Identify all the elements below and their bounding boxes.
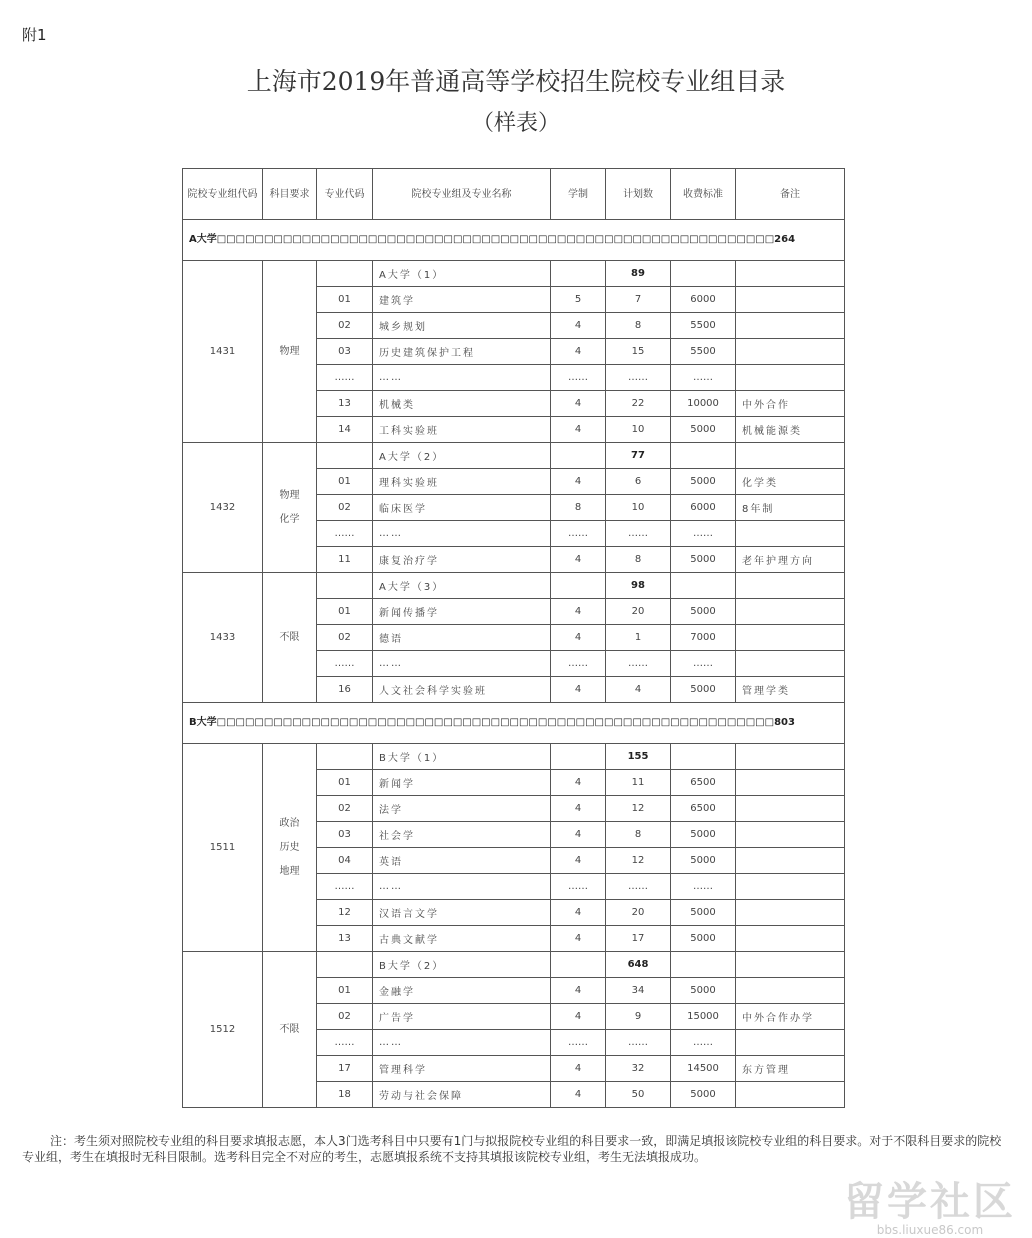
fee: 5500: [671, 339, 736, 365]
subject-item: 不限: [279, 1023, 300, 1035]
plan-count: 8: [606, 547, 671, 573]
years: 4: [551, 796, 606, 822]
group-plan-count: 89: [606, 261, 671, 287]
years: 4: [551, 469, 606, 495]
group-head-row: [183, 443, 845, 469]
catalog-table: [182, 168, 845, 1108]
years: 4: [551, 313, 606, 339]
major-name: 理科实验班: [373, 469, 551, 495]
major-code: 12: [317, 900, 373, 926]
major-code: ……: [317, 874, 373, 900]
note: [736, 573, 845, 599]
years: 8: [551, 495, 606, 521]
header-major-code: 专业代码: [317, 169, 373, 220]
years: ……: [551, 651, 606, 677]
group-code: 1512: [183, 952, 263, 1108]
fee: 5000: [671, 978, 736, 1004]
plan-count: 50: [606, 1082, 671, 1108]
note: [736, 952, 845, 978]
major-name: 历史建筑保护工程: [373, 339, 551, 365]
plan-count: 8: [606, 822, 671, 848]
watermark-brand: 留学社区: [844, 1179, 1016, 1225]
major-code: 02: [317, 796, 373, 822]
subject-requirement: [263, 443, 317, 573]
group-head-row: [183, 744, 845, 770]
years: 4: [551, 926, 606, 952]
note: [736, 365, 845, 391]
major-name: 法学: [373, 796, 551, 822]
note: 8年制: [736, 495, 845, 521]
major-name: 管理科学: [373, 1056, 551, 1082]
plan-count: 20: [606, 599, 671, 625]
major-name: 新闻传播学: [373, 599, 551, 625]
years: 4: [551, 547, 606, 573]
note: [736, 744, 845, 770]
note: [736, 900, 845, 926]
major-name: 德语: [373, 625, 551, 651]
note: 东方管理: [736, 1056, 845, 1082]
plan-count: 20: [606, 900, 671, 926]
group-code: 1433: [183, 573, 263, 703]
fee: ……: [671, 651, 736, 677]
fee: 7000: [671, 625, 736, 651]
university-header: B大学□□□□□□□□□□□□□□□□□□□□□□□□□□□□□□□□□□□□□□□□□□□□□□□□□□□□□□□□□□□803: [183, 703, 845, 744]
major-name: ……: [373, 1030, 551, 1056]
major-code: 01: [317, 469, 373, 495]
major-name: 金融学: [373, 978, 551, 1004]
header-group-code: 院校专业组代码: [183, 169, 263, 220]
major-code: ……: [317, 365, 373, 391]
fee: [671, 443, 736, 469]
note: [736, 978, 845, 1004]
group-code: 1511: [183, 744, 263, 952]
group-plan-count: 155: [606, 744, 671, 770]
major-name: 临床医学: [373, 495, 551, 521]
attachment-label: 附1: [22, 26, 47, 44]
fee: 6500: [671, 770, 736, 796]
note: [736, 521, 845, 547]
plan-count: ……: [606, 521, 671, 547]
major-name: ……: [373, 651, 551, 677]
note: [736, 1082, 845, 1108]
subject-item: 物理: [279, 345, 300, 357]
note: [736, 848, 845, 874]
fee: 5000: [671, 900, 736, 926]
plan-count: 12: [606, 848, 671, 874]
group-name: B大学（1）: [373, 744, 551, 770]
fee: 5500: [671, 313, 736, 339]
years: 4: [551, 339, 606, 365]
subject-item: 历史: [279, 841, 300, 853]
fee: 5000: [671, 599, 736, 625]
fee: ……: [671, 1030, 736, 1056]
subject-item: 化学: [279, 513, 300, 525]
group-head-row: [183, 261, 845, 287]
page-subtitle: （样表）: [471, 111, 560, 136]
fee: 5000: [671, 547, 736, 573]
years: 5: [551, 287, 606, 313]
major-name: 新闻学: [373, 770, 551, 796]
major-name: 工科实验班: [373, 417, 551, 443]
years: ……: [551, 521, 606, 547]
watermark: [844, 1170, 1016, 1237]
major-name: 康复治疗学: [373, 547, 551, 573]
major-code: 01: [317, 770, 373, 796]
plan-count: 15: [606, 339, 671, 365]
note: [736, 874, 845, 900]
plan-count: 7: [606, 287, 671, 313]
major-code: 04: [317, 848, 373, 874]
years: 4: [551, 417, 606, 443]
group-head-row: [183, 573, 845, 599]
plan-count: 34: [606, 978, 671, 1004]
plan-count: 22: [606, 391, 671, 417]
note: [736, 651, 845, 677]
fee: ……: [671, 874, 736, 900]
years: 4: [551, 625, 606, 651]
fee: ……: [671, 521, 736, 547]
years: ……: [551, 1030, 606, 1056]
plan-count: ……: [606, 874, 671, 900]
subject-item: 物理: [279, 489, 300, 501]
fee: 6000: [671, 287, 736, 313]
years: 4: [551, 900, 606, 926]
major-code: 02: [317, 313, 373, 339]
note: [736, 287, 845, 313]
plan-count: 32: [606, 1056, 671, 1082]
major-code: 02: [317, 625, 373, 651]
fee: 5000: [671, 469, 736, 495]
major-code: 03: [317, 822, 373, 848]
major-name: ……: [373, 874, 551, 900]
years: 4: [551, 848, 606, 874]
subject-item: 不限: [279, 631, 300, 643]
group-plan-count: 77: [606, 443, 671, 469]
years: 4: [551, 391, 606, 417]
university-row: [183, 220, 845, 261]
years: [551, 573, 606, 599]
major-code: [317, 573, 373, 599]
major-code: 16: [317, 677, 373, 703]
fee: [671, 261, 736, 287]
major-code: 01: [317, 287, 373, 313]
note: [736, 822, 845, 848]
group-name: B大学（2）: [373, 952, 551, 978]
years: 4: [551, 677, 606, 703]
plan-count: 4: [606, 677, 671, 703]
note: [736, 1030, 845, 1056]
major-code: 03: [317, 339, 373, 365]
university-header: A大学□□□□□□□□□□□□□□□□□□□□□□□□□□□□□□□□□□□□□□□□□□□□□□□□□□□□□□□□□□□264: [183, 220, 845, 261]
note: [736, 926, 845, 952]
major-code: 13: [317, 391, 373, 417]
note: 管理学类: [736, 677, 845, 703]
major-name: 汉语言文学: [373, 900, 551, 926]
fee: 5000: [671, 822, 736, 848]
major-code: 01: [317, 599, 373, 625]
years: 4: [551, 599, 606, 625]
major-code: ……: [317, 651, 373, 677]
note: [736, 796, 845, 822]
years: 4: [551, 1004, 606, 1030]
note: [736, 770, 845, 796]
major-name: 劳动与社会保障: [373, 1082, 551, 1108]
plan-count: 12: [606, 796, 671, 822]
subject-requirement: [263, 744, 317, 952]
years: [551, 261, 606, 287]
major-code: 14: [317, 417, 373, 443]
major-code: [317, 261, 373, 287]
fee: 5000: [671, 848, 736, 874]
note: 中外合作: [736, 391, 845, 417]
major-name: 广告学: [373, 1004, 551, 1030]
major-name: ……: [373, 365, 551, 391]
plan-count: 17: [606, 926, 671, 952]
group-code: 1432: [183, 443, 263, 573]
major-code: [317, 443, 373, 469]
footnote: 注：考生须对照院校专业组的科目要求填报志愿，本人3门选考科目中只要有1门与拟报院校专业组的科目要求一致，即满足填报该院校专业组的科目要求。对于不限科目要求的院校专业组，考生在填报时无科目限制。选考科目完全不对应的考生，志愿填报系统不支持其填报该院校专业组，考生无法填报成功。: [22, 1134, 1002, 1164]
header-major-name: 院校专业组及专业名称: [373, 169, 551, 220]
years: 4: [551, 770, 606, 796]
subject-item: 地理: [279, 865, 300, 877]
group-name: A大学（3）: [373, 573, 551, 599]
years: ……: [551, 365, 606, 391]
note: [736, 625, 845, 651]
plan-count: 10: [606, 495, 671, 521]
plan-count: 10: [606, 417, 671, 443]
major-code: 18: [317, 1082, 373, 1108]
major-code: [317, 744, 373, 770]
fee: [671, 573, 736, 599]
subject-item: 政治: [279, 817, 300, 829]
plan-count: 8: [606, 313, 671, 339]
fee: 6000: [671, 495, 736, 521]
fee: 15000: [671, 1004, 736, 1030]
university-row: [183, 703, 845, 744]
note: [736, 261, 845, 287]
years: [551, 952, 606, 978]
plan-count: ……: [606, 651, 671, 677]
fee: 10000: [671, 391, 736, 417]
watermark-url: bbs.liuxue86.com: [876, 1223, 984, 1237]
table-header-row: [183, 169, 845, 220]
note: [736, 443, 845, 469]
major-code: 17: [317, 1056, 373, 1082]
header-fee: 收费标准: [671, 169, 736, 220]
major-code: 01: [317, 978, 373, 1004]
major-name: ……: [373, 521, 551, 547]
fee: 14500: [671, 1056, 736, 1082]
plan-count: 9: [606, 1004, 671, 1030]
plan-count: ……: [606, 1030, 671, 1056]
fee: 5000: [671, 677, 736, 703]
group-code: 1431: [183, 261, 263, 443]
major-code: ……: [317, 1030, 373, 1056]
years: 4: [551, 1082, 606, 1108]
page-title: 上海市2019年普通高等学校招生院校专业组目录: [246, 67, 786, 96]
subject-requirement: [263, 573, 317, 703]
fee: 6500: [671, 796, 736, 822]
group-name: A大学（1）: [373, 261, 551, 287]
subject-requirement: [263, 952, 317, 1108]
years: 4: [551, 822, 606, 848]
major-code: ……: [317, 521, 373, 547]
note: [736, 313, 845, 339]
group-plan-count: 98: [606, 573, 671, 599]
major-name: 建筑学: [373, 287, 551, 313]
header-subject-req: 科目要求: [263, 169, 317, 220]
note: 化学类: [736, 469, 845, 495]
fee: 5000: [671, 926, 736, 952]
group-head-row: [183, 952, 845, 978]
fee: [671, 744, 736, 770]
note: [736, 339, 845, 365]
catalog-body: [183, 220, 845, 1108]
major-name: 社会学: [373, 822, 551, 848]
years: 4: [551, 1056, 606, 1082]
years: [551, 443, 606, 469]
group-name: A大学（2）: [373, 443, 551, 469]
major-code: 13: [317, 926, 373, 952]
plan-count: 11: [606, 770, 671, 796]
major-code: 02: [317, 495, 373, 521]
plan-count: ……: [606, 365, 671, 391]
header-years: 学制: [551, 169, 606, 220]
major-name: 城乡规划: [373, 313, 551, 339]
major-code: 02: [317, 1004, 373, 1030]
years: [551, 744, 606, 770]
plan-count: 1: [606, 625, 671, 651]
note: 机械能源类: [736, 417, 845, 443]
note: [736, 599, 845, 625]
major-code: [317, 952, 373, 978]
fee: [671, 952, 736, 978]
plan-count: 6: [606, 469, 671, 495]
group-plan-count: 648: [606, 952, 671, 978]
note: 老年护理方向: [736, 547, 845, 573]
major-code: 11: [317, 547, 373, 573]
fee: 5000: [671, 1082, 736, 1108]
header-note: 备注: [736, 169, 845, 220]
years: 4: [551, 978, 606, 1004]
years: ……: [551, 874, 606, 900]
header-plan: 计划数: [606, 169, 671, 220]
subject-requirement: [263, 261, 317, 443]
major-name: 古典文献学: [373, 926, 551, 952]
major-name: 英语: [373, 848, 551, 874]
fee: 5000: [671, 417, 736, 443]
major-name: 机械类: [373, 391, 551, 417]
major-name: 人文社会科学实验班: [373, 677, 551, 703]
note: 中外合作办学: [736, 1004, 845, 1030]
fee: ……: [671, 365, 736, 391]
